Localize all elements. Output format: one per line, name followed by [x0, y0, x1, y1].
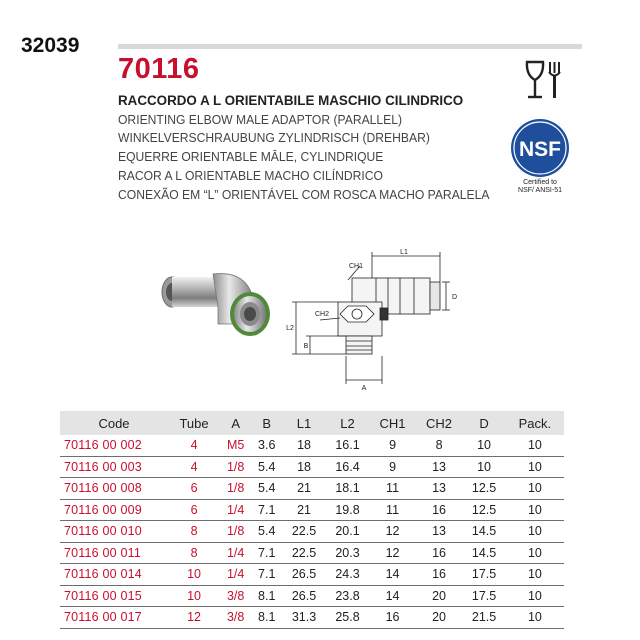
cell-a: 1/8 [220, 521, 251, 543]
nsf-logo-icon [509, 117, 573, 179]
description-french: EQUERRE ORIENTABLE MÂLE, CYLINDRIQUE [118, 149, 384, 165]
cell-pack: 10 [506, 435, 564, 456]
cell-code: 70116 00 014 [60, 564, 168, 586]
cell-pack: 10 [506, 499, 564, 521]
nsf-cert-line1: Certified to [523, 179, 557, 186]
cell-l1: 31.3 [282, 607, 326, 629]
product-photo [158, 262, 276, 340]
table-row [60, 607, 564, 629]
cell-tube: 4 [168, 435, 220, 456]
cell-d: 10 [462, 456, 506, 478]
cell-tube: 8 [168, 521, 220, 543]
cell-tube: 12 [168, 607, 220, 629]
cell-ch1: 16 [369, 607, 416, 629]
table-row [60, 564, 564, 586]
nsf-certification-badge [509, 117, 573, 201]
cell-pack: 10 [506, 542, 564, 564]
column-header-l1: L1 [282, 411, 326, 435]
cell-l2: 16.4 [326, 456, 370, 478]
cell-b: 5.4 [251, 521, 282, 543]
cell-b: 8.1 [251, 585, 282, 607]
cell-l2: 20.1 [326, 521, 370, 543]
table-row [60, 585, 564, 607]
column-header-l2: L2 [326, 411, 370, 435]
cell-pack: 10 [506, 564, 564, 586]
description-spanish: RACOR A L ORIENTABLE MACHO CILÍNDRICO [118, 167, 383, 183]
cell-l2: 16.1 [326, 435, 370, 456]
cell-b: 5.4 [251, 478, 282, 500]
cell-ch1: 9 [369, 435, 416, 456]
cell-ch2: 20 [416, 585, 463, 607]
cell-l1: 26.5 [282, 585, 326, 607]
cell-b: 7.1 [251, 542, 282, 564]
cell-code: 70116 00 017 [60, 607, 168, 629]
table-row [60, 521, 564, 543]
cell-b: 8.1 [251, 607, 282, 629]
dim-label-b: B [303, 343, 309, 350]
cell-b: 7.1 [251, 499, 282, 521]
description-italian: RACCORDO A L ORIENTABILE MASCHIO CILINDRICO [118, 93, 464, 108]
cell-l2: 23.8 [326, 585, 370, 607]
cell-tube: 6 [168, 499, 220, 521]
cell-code: 70116 00 002 [60, 435, 168, 456]
cell-l1: 18 [282, 456, 326, 478]
cell-a: 1/8 [220, 478, 251, 500]
cell-l2: 18.1 [326, 478, 370, 500]
dim-label-l1: L1 [400, 249, 408, 256]
cell-ch1: 14 [369, 564, 416, 586]
cell-a: 1/4 [220, 542, 251, 564]
cell-ch2: 16 [416, 499, 463, 521]
technical-drawing [276, 244, 466, 394]
cell-l1: 18 [282, 435, 326, 456]
cell-d: 10 [462, 435, 506, 456]
dim-label-ch1: CH1 [348, 263, 364, 270]
cell-code: 70116 00 009 [60, 499, 168, 521]
table-header-row [60, 411, 564, 435]
nsf-cert-line2: NSF/ ANSI-51 [518, 187, 562, 194]
specification-table [60, 411, 564, 629]
cell-tube: 8 [168, 542, 220, 564]
cell-l2: 19.8 [326, 499, 370, 521]
cell-tube: 6 [168, 478, 220, 500]
cell-a: M5 [220, 435, 251, 456]
column-header-a: A [220, 411, 251, 435]
column-header-code: Code [60, 411, 168, 435]
column-header-ch2: CH2 [416, 411, 463, 435]
cell-d: 12.5 [462, 499, 506, 521]
page-id: 32039 [21, 34, 80, 57]
cell-l1: 26.5 [282, 564, 326, 586]
column-header-pack: Pack. [506, 411, 564, 435]
cell-code: 70116 00 011 [60, 542, 168, 564]
product-code-title: 70116 [118, 53, 200, 85]
column-header-tube: Tube [168, 411, 220, 435]
food-safe-icon [522, 58, 566, 104]
dim-label-l2: L2 [286, 325, 294, 332]
column-header-d: D [462, 411, 506, 435]
cell-d: 17.5 [462, 585, 506, 607]
cell-l1: 22.5 [282, 542, 326, 564]
top-divider [118, 44, 582, 49]
cell-ch2: 20 [416, 607, 463, 629]
table-row [60, 542, 564, 564]
cell-pack: 10 [506, 585, 564, 607]
cell-tube: 4 [168, 456, 220, 478]
table-row [60, 435, 564, 456]
cell-pack: 10 [506, 456, 564, 478]
cell-ch1: 11 [369, 478, 416, 500]
cell-ch1: 12 [369, 542, 416, 564]
dim-label-ch2: CH2 [314, 311, 330, 318]
dim-label-a: A [361, 385, 367, 392]
cell-tube: 10 [168, 564, 220, 586]
cell-ch2: 16 [416, 542, 463, 564]
cell-l1: 21 [282, 478, 326, 500]
cell-l1: 21 [282, 499, 326, 521]
cell-ch2: 16 [416, 564, 463, 586]
nsf-certified-text [509, 179, 571, 195]
cell-ch1: 14 [369, 585, 416, 607]
cell-l2: 20.3 [326, 542, 370, 564]
cell-code: 70116 00 008 [60, 478, 168, 500]
table-row [60, 478, 564, 500]
column-header-b: B [251, 411, 282, 435]
column-header-ch1: CH1 [369, 411, 416, 435]
cell-d: 17.5 [462, 564, 506, 586]
cell-ch1: 11 [369, 499, 416, 521]
cell-ch2: 8 [416, 435, 463, 456]
dim-label-d: D [452, 294, 458, 301]
table-row [60, 456, 564, 478]
cell-a: 3/8 [220, 607, 251, 629]
cell-pack: 10 [506, 478, 564, 500]
cell-code: 70116 00 015 [60, 585, 168, 607]
description-german: WINKELVERSCHRAUBUNG ZYLINDRISCH (DREHBAR) [118, 130, 430, 146]
cell-a: 1/4 [220, 564, 251, 586]
cell-d: 14.5 [462, 521, 506, 543]
table-row [60, 499, 564, 521]
cell-ch2: 13 [416, 456, 463, 478]
cell-a: 1/8 [220, 456, 251, 478]
cell-ch1: 12 [369, 521, 416, 543]
description-english: ORIENTING ELBOW MALE ADAPTOR (PARALLEL) [118, 111, 403, 127]
cell-ch2: 13 [416, 478, 463, 500]
cell-l1: 22.5 [282, 521, 326, 543]
cell-code: 70116 00 010 [60, 521, 168, 543]
cell-a: 3/8 [220, 585, 251, 607]
cell-pack: 10 [506, 521, 564, 543]
nsf-logo-text: NSF [519, 138, 561, 161]
cell-pack: 10 [506, 607, 564, 629]
cell-b: 5.4 [251, 456, 282, 478]
cell-ch2: 13 [416, 521, 463, 543]
cell-tube: 10 [168, 585, 220, 607]
cell-d: 14.5 [462, 542, 506, 564]
cell-d: 12.5 [462, 478, 506, 500]
cell-b: 3.6 [251, 435, 282, 456]
cell-d: 21.5 [462, 607, 506, 629]
cell-b: 7.1 [251, 564, 282, 586]
cell-l2: 25.8 [326, 607, 370, 629]
description-portuguese: CONEXÃO EM “L” ORIENTÁVEL COM ROSCA MACHO PARALELA [118, 186, 490, 202]
cell-ch1: 9 [369, 456, 416, 478]
product-descriptions [118, 92, 498, 204]
cell-a: 1/4 [220, 499, 251, 521]
cell-l2: 24.3 [326, 564, 370, 586]
cell-code: 70116 00 003 [60, 456, 168, 478]
